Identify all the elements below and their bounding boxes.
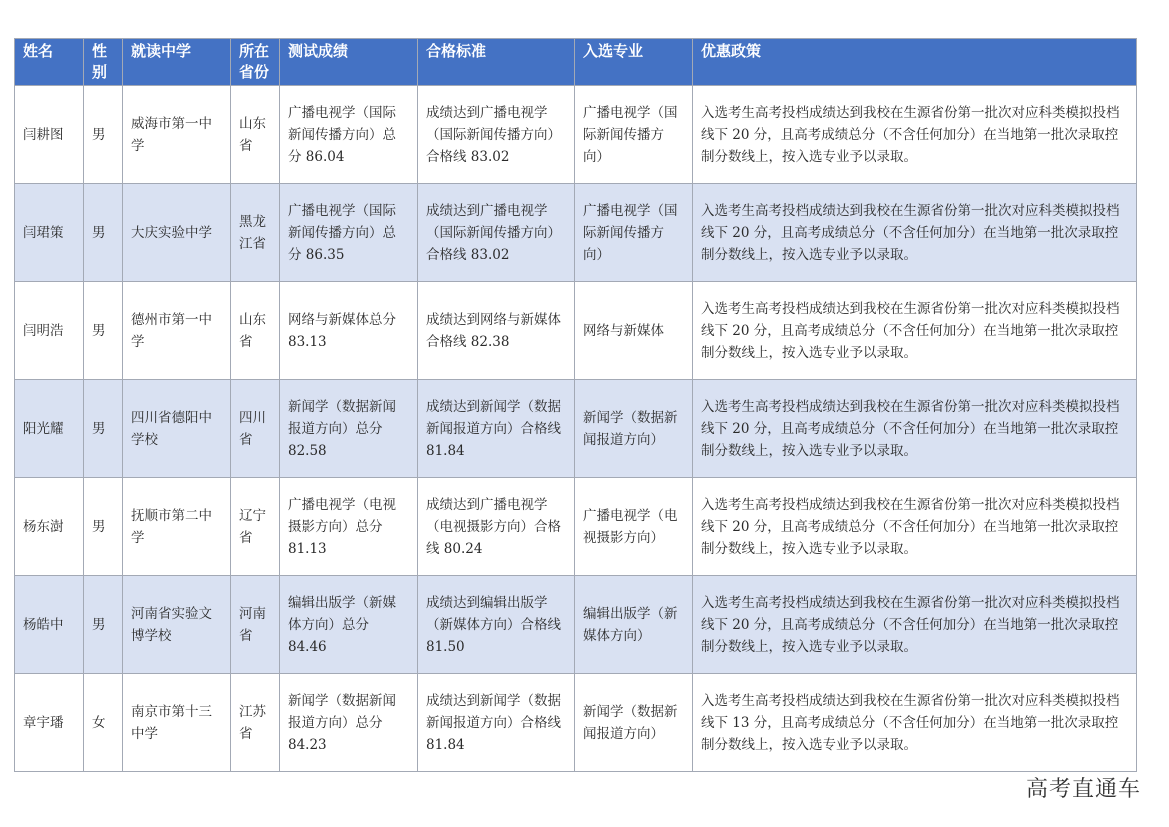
cell-name: 章宇璠 — [15, 674, 84, 772]
header-school: 就读中学 — [123, 39, 231, 86]
table-row — [15, 184, 1137, 282]
cell-gender: 男 — [84, 282, 123, 380]
table-row — [15, 380, 1137, 478]
cell-school: 南京市第十三中学 — [123, 674, 231, 772]
cell-standard: 成绩达到广播电视学（国际新闻传播方向）合格线 83.02 — [418, 184, 575, 282]
cell-name: 杨东澍 — [15, 478, 84, 576]
cell-policy: 入选考生高考投档成绩达到我校在生源省份第一批次对应科类模拟投档线下 20 分，且高考成绩总分（不含任何加分）在当地第一批次录取控制分数线上，按入选专业予以录取。 — [693, 478, 1137, 576]
cell-score: 广播电视学（国际新闻传播方向）总分 86.04 — [280, 86, 418, 184]
table-row — [15, 282, 1137, 380]
cell-school: 德州市第一中学 — [123, 282, 231, 380]
cell-province: 山东省 — [231, 86, 280, 184]
cell-standard: 成绩达到广播电视学（电视摄影方向）合格线 80.24 — [418, 478, 575, 576]
table-row — [15, 674, 1137, 772]
cell-standard: 成绩达到网络与新媒体合格线 82.38 — [418, 282, 575, 380]
cell-gender: 男 — [84, 576, 123, 674]
cell-school: 大庆实验中学 — [123, 184, 231, 282]
cell-policy: 入选考生高考投档成绩达到我校在生源省份第一批次对应科类模拟投档线下 20 分，且高考成绩总分（不含任何加分）在当地第一批次录取控制分数线上，按入选专业予以录取。 — [693, 576, 1137, 674]
cell-province: 山东省 — [231, 282, 280, 380]
cell-name: 闫明浩 — [15, 282, 84, 380]
header-score: 测试成绩 — [280, 39, 418, 86]
cell-major: 新闻学（数据新闻报道方向） — [575, 380, 693, 478]
cell-score: 新闻学（数据新闻报道方向）总分 82.58 — [280, 380, 418, 478]
cell-score: 网络与新媒体总分 83.13 — [280, 282, 418, 380]
cell-province: 黑龙江省 — [231, 184, 280, 282]
cell-policy: 入选考生高考投档成绩达到我校在生源省份第一批次对应科类模拟投档线下 20 分，且高考成绩总分（不含任何加分）在当地第一批次录取控制分数线上，按入选专业予以录取。 — [693, 380, 1137, 478]
cell-score: 新闻学（数据新闻报道方向）总分 84.23 — [280, 674, 418, 772]
table-row — [15, 478, 1137, 576]
cell-gender: 男 — [84, 380, 123, 478]
cell-major: 新闻学（数据新闻报道方向） — [575, 674, 693, 772]
cell-major: 广播电视学（电视摄影方向） — [575, 478, 693, 576]
cell-gender: 女 — [84, 674, 123, 772]
header-name: 姓名 — [15, 39, 84, 86]
cell-score: 编辑出版学（新媒体方向）总分 84.46 — [280, 576, 418, 674]
cell-major: 编辑出版学（新媒体方向） — [575, 576, 693, 674]
cell-standard: 成绩达到编辑出版学（新媒体方向）合格线 81.50 — [418, 576, 575, 674]
header-standard: 合格标准 — [418, 39, 575, 86]
cell-school: 四川省德阳中学校 — [123, 380, 231, 478]
cell-school: 抚顺市第二中学 — [123, 478, 231, 576]
cell-score: 广播电视学（国际新闻传播方向）总分 86.35 — [280, 184, 418, 282]
cell-standard: 成绩达到广播电视学（国际新闻传播方向）合格线 83.02 — [418, 86, 575, 184]
cell-name: 闫珺策 — [15, 184, 84, 282]
cell-gender: 男 — [84, 184, 123, 282]
watermark: 高考直通车 — [1025, 777, 1141, 802]
cell-policy: 入选考生高考投档成绩达到我校在生源省份第一批次对应科类模拟投档线下 13 分，且高考成绩总分（不含任何加分）在当地第一批次录取控制分数线上，按入选专业予以录取。 — [693, 674, 1137, 772]
cell-policy: 入选考生高考投档成绩达到我校在生源省份第一批次对应科类模拟投档线下 20 分，且高考成绩总分（不含任何加分）在当地第一批次录取控制分数线上，按入选专业予以录取。 — [693, 282, 1137, 380]
cell-major: 广播电视学（国际新闻传播方向） — [575, 184, 693, 282]
table-row — [15, 576, 1137, 674]
header-gender: 性别 — [84, 39, 123, 86]
cell-policy: 入选考生高考投档成绩达到我校在生源省份第一批次对应科类模拟投档线下 20 分，且高考成绩总分（不含任何加分）在当地第一批次录取控制分数线上，按入选专业予以录取。 — [693, 86, 1137, 184]
table-header-row — [15, 39, 1137, 86]
cell-gender: 男 — [84, 478, 123, 576]
cell-province: 江苏省 — [231, 674, 280, 772]
header-policy: 优惠政策 — [693, 39, 1137, 86]
header-major: 入选专业 — [575, 39, 693, 86]
cell-name: 闫耕图 — [15, 86, 84, 184]
cell-school: 河南省实验文博学校 — [123, 576, 231, 674]
cell-score: 广播电视学（电视摄影方向）总分 81.13 — [280, 478, 418, 576]
cell-major: 广播电视学（国际新闻传播方向） — [575, 86, 693, 184]
cell-name: 阳光耀 — [15, 380, 84, 478]
cell-province: 河南省 — [231, 576, 280, 674]
cell-school: 威海市第一中学 — [123, 86, 231, 184]
cell-province: 辽宁省 — [231, 478, 280, 576]
cell-policy: 入选考生高考投档成绩达到我校在生源省份第一批次对应科类模拟投档线下 20 分，且高考成绩总分（不含任何加分）在当地第一批次录取控制分数线上，按入选专业予以录取。 — [693, 184, 1137, 282]
cell-standard: 成绩达到新闻学（数据新闻报道方向）合格线 81.84 — [418, 674, 575, 772]
admission-table — [14, 38, 1137, 772]
cell-standard: 成绩达到新闻学（数据新闻报道方向）合格线 81.84 — [418, 380, 575, 478]
cell-gender: 男 — [84, 86, 123, 184]
table-row — [15, 86, 1137, 184]
cell-name: 杨皓中 — [15, 576, 84, 674]
cell-province: 四川省 — [231, 380, 280, 478]
cell-major: 网络与新媒体 — [575, 282, 693, 380]
header-province: 所在省份 — [231, 39, 280, 86]
